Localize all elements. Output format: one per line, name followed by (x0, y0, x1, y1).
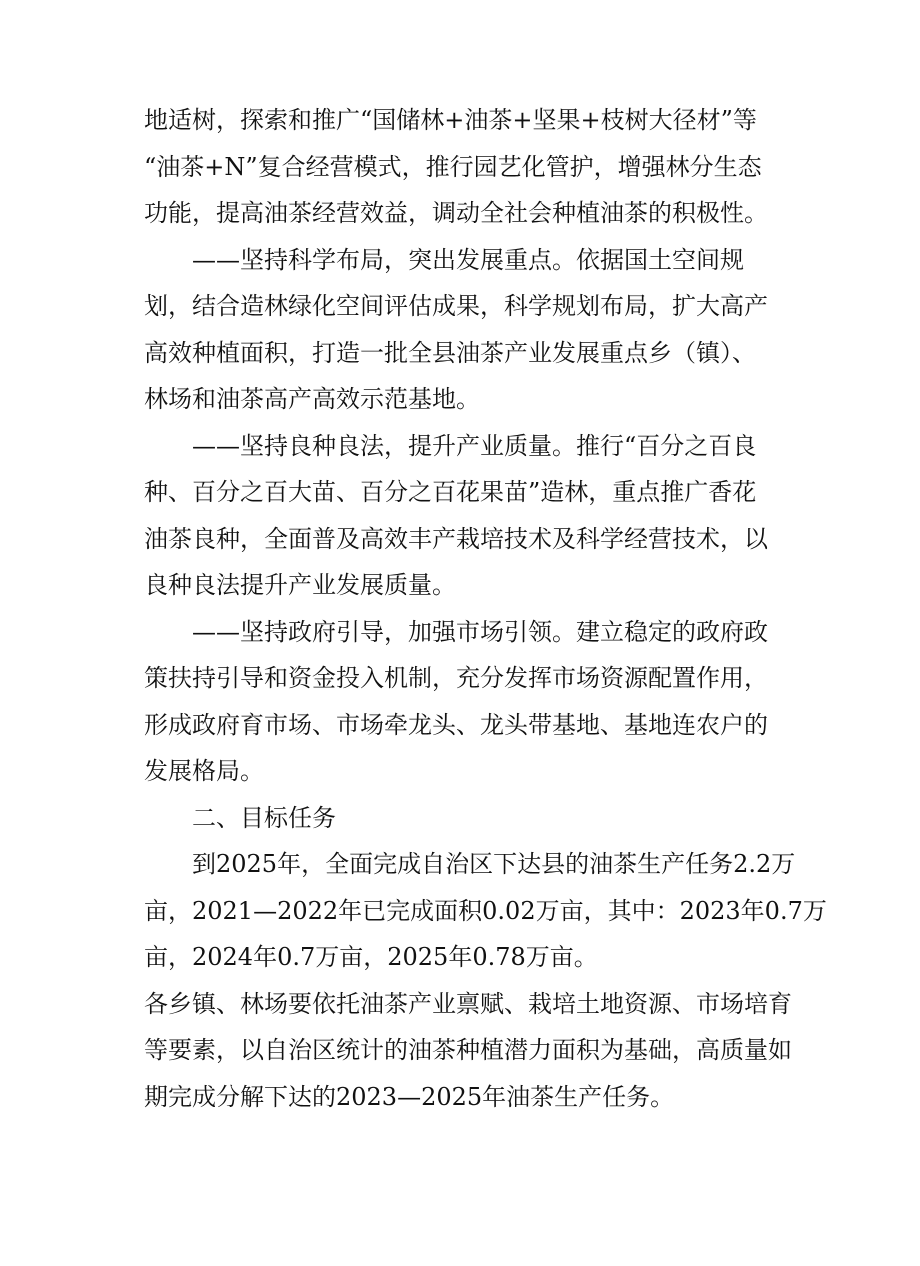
text-line: 到2025年，全面完成自治区下达县的油茶生产任务2.2万 (192, 850, 796, 878)
text-line: 形成政府育市场、市场牵龙头、龙头带基地、基地连农户的 (144, 710, 768, 739)
text-line: 良种良法提升产业发展质量。 (144, 571, 456, 599)
text-line: 林场和油茶高产高效示范基地。 (144, 385, 480, 413)
text-line: 亩，2024年0.7万亩，2025年0.78万亩。 (144, 943, 598, 971)
text-line: 高效种植面积，打造一批全县油茶产业发展重点乡（镇）、 (144, 338, 756, 367)
text-line: 油茶良种，全面普及高效丰产栽培技术及科学经营技术，以 (144, 524, 768, 553)
text-line: “油茶+N”复合经营模式，推行园艺化管护，增强林分生态 (144, 152, 762, 181)
text-line: 策扶持引导和资金投入机制，充分发挥市场资源配置作用， (144, 664, 768, 692)
section-heading: 二、目标任务 (192, 803, 336, 832)
section-principle-line: ——坚持政府引导，加强市场引领。建立稳定的政府政 (192, 617, 768, 646)
text-line: 划，结合造林绿化空间评估成果，科学规划布局，扩大高产 (144, 292, 768, 320)
text-line: 地适树，探索和推广“国储林+油茶+坚果+枝树大径材”等 (144, 106, 757, 134)
text-line: 期完成分解下达的2023—2025年油茶生产任务。 (144, 1082, 675, 1111)
text-line: 亩，2021—2022年已完成面积0.02万亩，其中：2023年0.7万 (144, 896, 827, 925)
text-line: 各乡镇、林场要依托油茶产业禀赋、栽培土地资源、市场培育 (144, 989, 792, 1018)
document-body (144, 97, 827, 1120)
text-line: 种、百分之百大苗、百分之百花果苗”造林，重点推广香花 (144, 478, 757, 506)
text-line: 等要素，以自治区统计的油茶种植潜力面积为基础，高质量如 (144, 1036, 792, 1064)
text-line: 功能，提高油茶经营效益，调动全社会种植油茶的积极性。 (144, 199, 768, 227)
section-principle-line: ——坚持良种良法，提升产业质量。推行“百分之百良 (192, 431, 757, 460)
text-line: 发展格局。 (144, 757, 264, 785)
section-principle-line: ——坚持科学布局，突出发展重点。依据国土空间规 (192, 245, 744, 274)
